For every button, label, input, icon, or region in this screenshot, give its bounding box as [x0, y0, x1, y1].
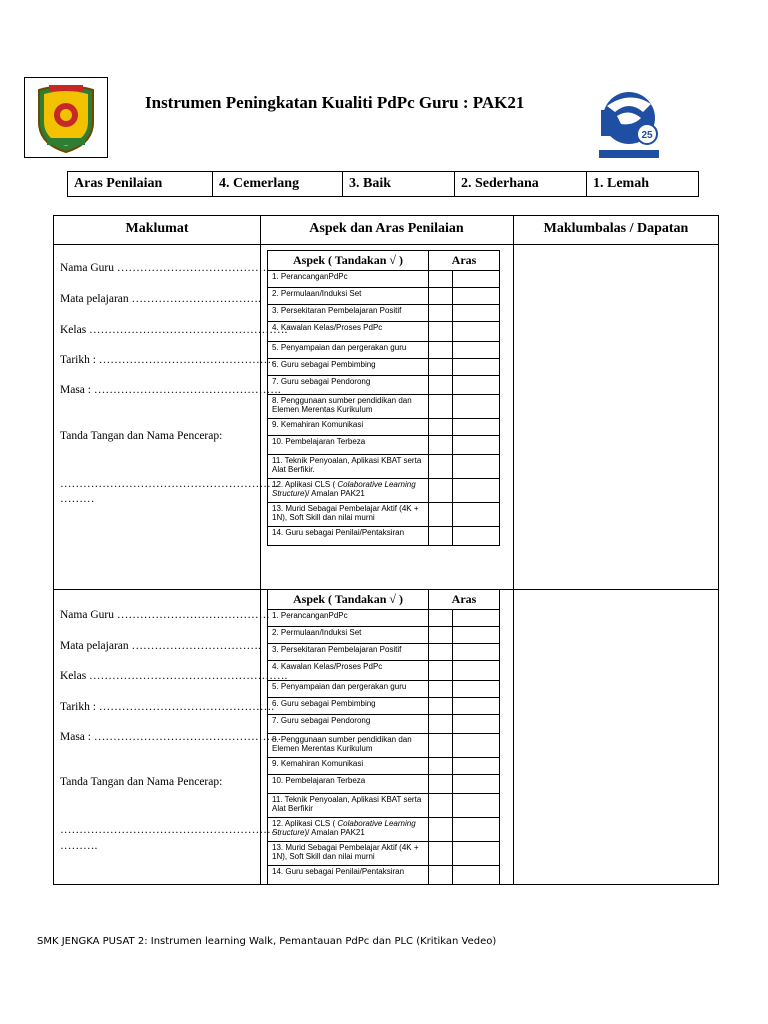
aspek-item: 2. Permulaan/Induksi Set	[268, 288, 429, 305]
section-2-aspek-table	[267, 589, 500, 885]
tick-cell[interactable]	[429, 305, 453, 322]
maklumbalas-header: Maklumbalas / Dapatan	[543, 221, 689, 236]
tick-cell[interactable]	[429, 775, 453, 794]
aspek-item: 13. Murid Sebagai Pembelajar Aktif (4K + 1N), Soft Skill dan nilai murni	[268, 842, 429, 866]
aras-cell[interactable]	[453, 322, 500, 342]
logo-number: 25	[641, 130, 653, 141]
school-crest-logo	[24, 77, 108, 158]
aras-cell[interactable]	[453, 527, 500, 546]
aras-cell[interactable]	[453, 818, 500, 842]
tarikh-field[interactable]: Tarikh : ……………………………………….	[60, 701, 275, 713]
tarikh-field[interactable]: Tarikh : ……………………………………….	[60, 354, 275, 366]
aspek-item: 9. Kemahiran Komunikasi	[268, 758, 429, 775]
tick-cell[interactable]	[429, 395, 453, 419]
aras-cell[interactable]	[453, 288, 500, 305]
aras-cell[interactable]	[453, 305, 500, 322]
tick-cell[interactable]	[429, 322, 453, 342]
aras-cell[interactable]	[453, 479, 500, 503]
aras-cell[interactable]	[453, 866, 500, 885]
level-lemah: 1. Lemah	[587, 172, 699, 197]
aspek-item: 11. Teknik Penyoalan, Aplikasi KBAT serta Alat Berfikir	[268, 794, 429, 818]
tick-cell[interactable]	[429, 715, 453, 734]
tick-cell[interactable]	[429, 342, 453, 359]
aspek-item: 4. Kawalan Kelas/Proses PdPc	[268, 322, 429, 342]
aspek-item: 2. Permulaan/Induksi Set	[268, 627, 429, 644]
tick-cell[interactable]	[429, 271, 453, 288]
tick-cell[interactable]	[429, 644, 453, 661]
tick-cell[interactable]	[429, 455, 453, 479]
aspek-item: 14. Guru sebagai Penilai/Pentaksiran	[268, 527, 429, 546]
aras-cell[interactable]	[453, 775, 500, 794]
aspek-item: 12. Aplikasi CLS ( Colaborative Learning Structure)/ Amalan PAK21	[268, 818, 429, 842]
tick-cell[interactable]	[429, 794, 453, 818]
aras-cell[interactable]	[453, 376, 500, 395]
section-1-aspek-table	[267, 250, 500, 546]
tick-cell[interactable]	[429, 419, 453, 436]
aspek-item: 3. Persekitaran Pembelajaran Positif	[268, 305, 429, 322]
aras-cell[interactable]	[453, 271, 500, 288]
tick-cell[interactable]	[429, 681, 453, 698]
aras-cell[interactable]	[453, 734, 500, 758]
aras-cell[interactable]	[453, 436, 500, 455]
tick-cell[interactable]	[429, 758, 453, 775]
level-sederhana: 2. Sederhana	[455, 172, 587, 197]
school-crest-icon	[35, 82, 97, 154]
mata-pelajaran-field[interactable]: Mata pelajaran …………………………….	[60, 293, 261, 305]
masa-field[interactable]: Masa : ………………………………………….	[60, 384, 281, 396]
aspek-item: 8. Penggunaan sumber pendidikan dan Elemen Merentas Kurikulum	[268, 395, 429, 419]
aspek-tandakan-header: Aspek ( Tandakan √ )	[268, 251, 429, 271]
tick-cell[interactable]	[429, 479, 453, 503]
tick-cell[interactable]	[429, 288, 453, 305]
aspek-item: 4. Kawalan Kelas/Proses PdPc	[268, 661, 429, 681]
aspek-item: 11. Teknik Penyoalan, Aplikasi KBAT serta Alat Berfikir.	[268, 455, 429, 479]
tick-cell[interactable]	[429, 842, 453, 866]
aspek-item: 10. Pembelajaran Terbeza	[268, 436, 429, 455]
aras-cell[interactable]	[453, 681, 500, 698]
nama-guru-field[interactable]: Nama Guru ………………………………….	[60, 609, 270, 621]
level-cemerlang: 4. Cemerlang	[213, 172, 343, 197]
tick-cell[interactable]	[429, 359, 453, 376]
nama-guru-field[interactable]: Nama Guru ………………………………….	[60, 262, 270, 274]
page-footer: SMK JENGKA PUSAT 2: Instrumen learning Walk, Pemantauan PdPc dan PLC (Kritikan Vedeo)	[37, 936, 497, 947]
column-divider	[260, 216, 261, 884]
program-logo	[593, 86, 663, 162]
tick-cell[interactable]	[429, 866, 453, 885]
tick-cell[interactable]	[429, 734, 453, 758]
evaluation-table	[53, 215, 719, 885]
aras-penilaian-table	[67, 171, 699, 197]
tick-cell[interactable]	[429, 503, 453, 527]
aspek-item: 5. Penyampaian dan pergerakan guru	[268, 342, 429, 359]
aras-cell[interactable]	[453, 842, 500, 866]
aspek-item: 3. Persekitaran Pembelajaran Positif	[268, 644, 429, 661]
aras-cell[interactable]	[453, 419, 500, 436]
header-divider	[54, 244, 718, 245]
tick-cell[interactable]	[429, 818, 453, 842]
aras-header: Aras	[429, 251, 500, 271]
tick-cell[interactable]	[429, 436, 453, 455]
aras-cell[interactable]	[453, 395, 500, 419]
tick-cell[interactable]	[429, 610, 453, 627]
masa-field[interactable]: Masa : ………………………………………….	[60, 731, 281, 743]
aspek-item: 7. Guru sebagai Pendorong	[268, 715, 429, 734]
aras-cell[interactable]	[453, 342, 500, 359]
aspek-item: 9. Kemahiran Komunikasi	[268, 419, 429, 436]
aspek-item: 14. Guru sebagai Penilai/Pentaksiran	[268, 866, 429, 885]
tanda-tangan-label: Tanda Tangan dan Nama Pencerap:	[60, 776, 223, 788]
page-title: Instrumen Peningkatan Kualiti PdPc Guru : PAK21	[145, 93, 525, 112]
aspek-header: Aspek dan Aras Penilaian	[309, 221, 464, 236]
signature-line[interactable]: …………………………………………………	[60, 478, 279, 490]
tanda-tangan-label: Tanda Tangan dan Nama Pencerap:	[60, 430, 223, 442]
aspek-item: 5. Penyampaian dan pergerakan guru	[268, 681, 429, 698]
aras-penilaian-label: Aras Penilaian	[68, 172, 213, 197]
maklumat-header: Maklumat	[125, 221, 189, 236]
signature-line-cont: ………	[60, 493, 95, 505]
aras-cell[interactable]	[453, 698, 500, 715]
aspek-item: 8. Penggunaan sumber pendidikan dan Elemen Merentas Kurikulum	[268, 734, 429, 758]
aras-cell[interactable]	[453, 455, 500, 479]
cls-italic: Colaborative Learning Structure	[272, 480, 416, 498]
aspek-item: 1. PerancanganPdPc	[268, 271, 429, 288]
tick-cell[interactable]	[429, 661, 453, 681]
cls-italic: Colaborative Learning Structure	[272, 819, 416, 837]
aspek-item: 10. Pembelajaran Terbeza	[268, 775, 429, 794]
aras-cell[interactable]	[453, 644, 500, 661]
kelas-field[interactable]: Kelas …………………………………………….	[60, 324, 288, 336]
aras-cell[interactable]	[453, 627, 500, 644]
aras-header: Aras	[429, 590, 500, 610]
column-divider	[513, 216, 514, 884]
aspek-item: 13. Murid Sebagai Pembelajar Aktif (4K + 1N), Soft Skill dan nilai murni	[268, 503, 429, 527]
aras-cell[interactable]	[453, 503, 500, 527]
aspek-item: 1. PerancanganPdPc	[268, 610, 429, 627]
aspek-item: 6. Guru sebagai Pembimbing	[268, 359, 429, 376]
aras-cell[interactable]	[453, 610, 500, 627]
aspek-item: 12. Aplikasi CLS ( Colaborative Learning Structure)/ Amalan PAK21	[268, 479, 429, 503]
program-logo-icon	[593, 86, 663, 162]
aras-cell[interactable]	[453, 661, 500, 681]
aspek-item: 7. Guru sebagai Pendorong	[268, 376, 429, 395]
aspek-tandakan-header: Aspek ( Tandakan √ )	[268, 590, 429, 610]
tick-cell[interactable]	[429, 627, 453, 644]
aras-cell[interactable]	[453, 715, 500, 734]
mata-pelajaran-field[interactable]: Mata pelajaran …………………………….	[60, 640, 261, 652]
tick-cell[interactable]	[429, 527, 453, 546]
signature-line-cont: ……….	[60, 840, 98, 852]
aras-cell[interactable]	[453, 359, 500, 376]
aras-cell[interactable]	[453, 794, 500, 818]
level-baik: 3. Baik	[343, 172, 455, 197]
kelas-field[interactable]: Kelas …………………………………………….	[60, 670, 288, 682]
tick-cell[interactable]	[429, 698, 453, 715]
aras-cell[interactable]	[453, 758, 500, 775]
aspek-item: 6. Guru sebagai Pembimbing	[268, 698, 429, 715]
tick-cell[interactable]	[429, 376, 453, 395]
signature-line[interactable]: …………………………………………………	[60, 824, 279, 836]
